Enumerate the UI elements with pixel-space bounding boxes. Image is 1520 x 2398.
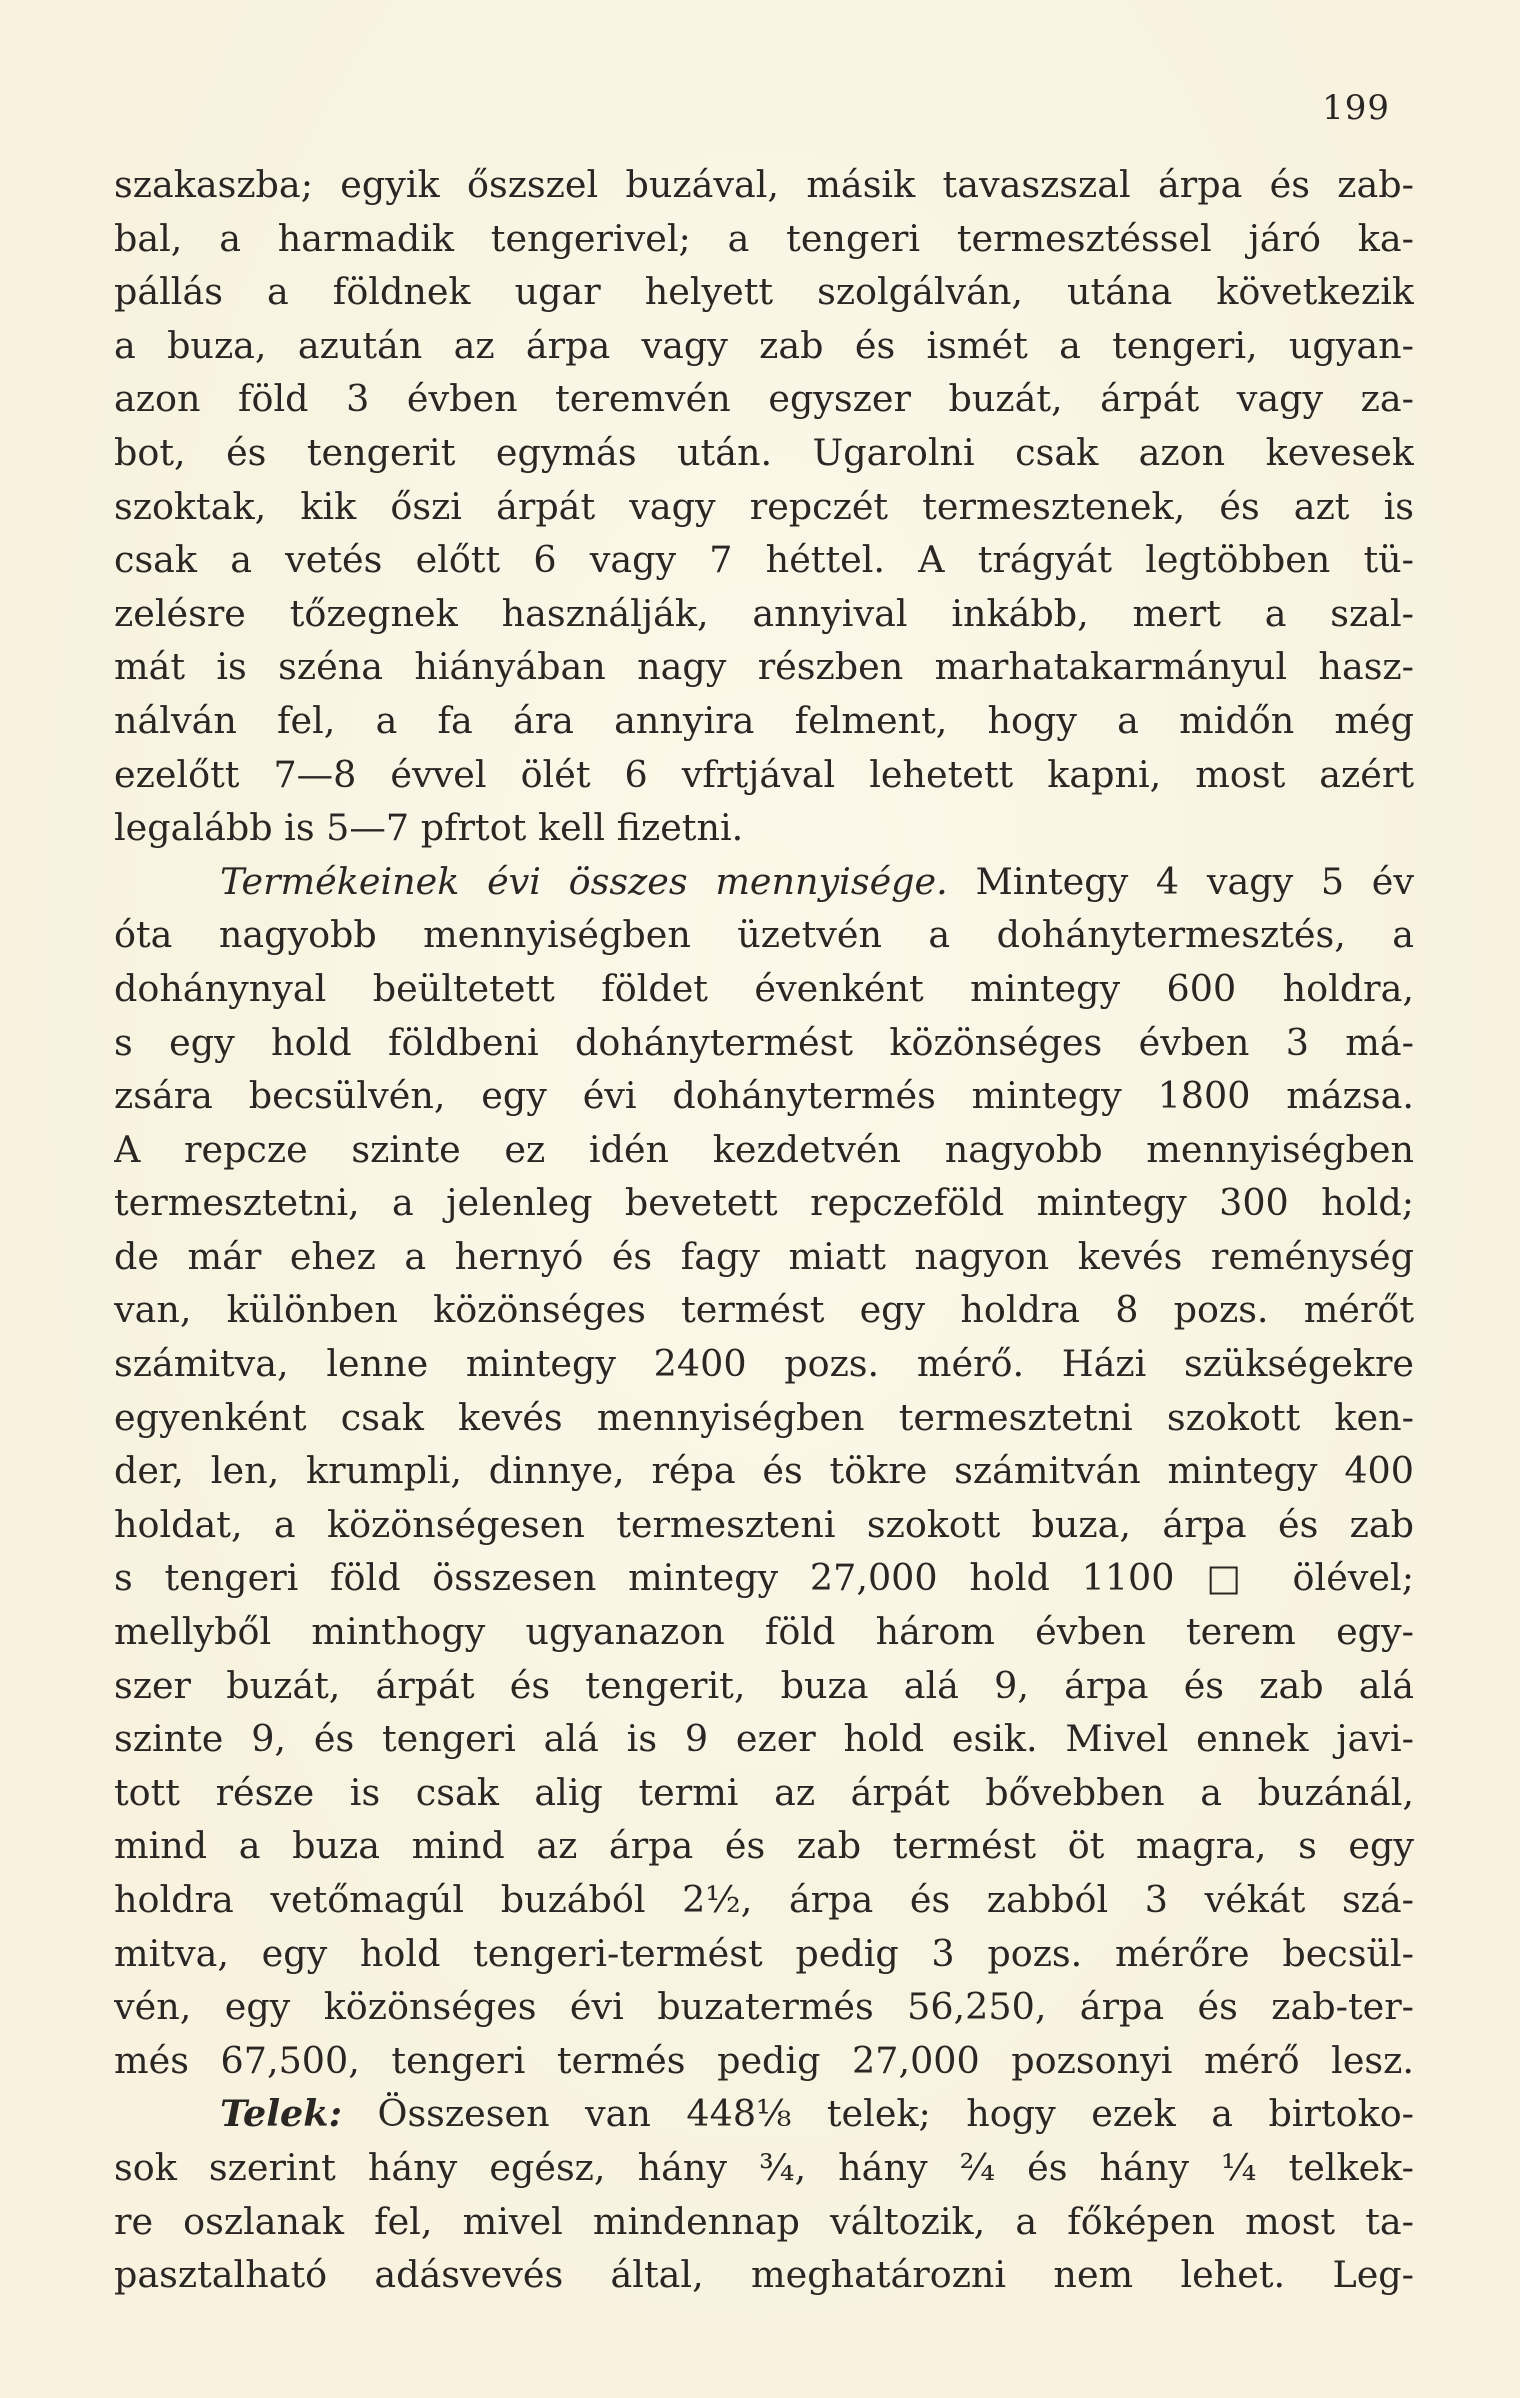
text-line: s tengeri föld összesen mintegy 27,000 hold 1100 □ ölével;	[114, 1556, 1414, 1600]
text-line: pasztalható adásvevés által, meghatározni nem lehet. Leg-	[114, 2253, 1414, 2297]
text-line: számitva, lenne mintegy 2400 pozs. mérő. Házi szükségekre	[114, 1342, 1414, 1386]
text-line: holdra vetőmagúl buzából 2½, árpa és zabból 3 vékát szá-	[114, 1878, 1414, 1921]
text-run: Összesen van 448⅛ telek; hogy ezek a birtoko-	[377, 2092, 1414, 2136]
text-line: holdat, a közönségesen termeszteni szokott buza, árpa és zab	[114, 1502, 1414, 1546]
text-line: van, különben közönséges termést egy holdra 8 pozs. mérőt	[114, 1288, 1414, 1332]
text-line: A repcze szinte ez idén kezdetvén nagyobb mennyiségben	[114, 1127, 1414, 1171]
text-line: óta nagyobb mennyiségben üzetvén a dohánytermesztés, a	[114, 913, 1414, 957]
section-heading: Termékeinek évi összes mennyisége.	[220, 859, 948, 903]
text-line: s egy hold földbeni dohánytermést közönséges évben 3 má-	[114, 1020, 1414, 1064]
text-line: sok szerint hány egész, hány ¾, hány ²⁄₄ és hány ¼ telkek-	[114, 2145, 1414, 2189]
text-line: mind a buza mind az árpa és zab termést öt magra, s egy	[114, 1824, 1414, 1868]
text-line: bot, és tengerit egymás után. Ugarolni csak azon kevesek	[114, 430, 1414, 474]
text-line: termesztetni, a jelenleg bevetett repczeföld mintegy 300 hold;	[114, 1181, 1414, 1225]
paragraph-first-line	[114, 855, 1414, 909]
text-line: de már ehez a hernyó és fagy miatt nagyon kevés reménység	[114, 1234, 1414, 1278]
text-line: bal, a harmadik tengerivel; a tengeri termesztéssel járó ka-	[114, 216, 1414, 260]
text-line: més 67,500, tengeri termés pedig 27,000 pozsonyi mérő lesz.	[114, 2038, 1414, 2082]
text-line: szakaszba; egyik őszszel buzával, másik tavaszszal árpa és zab-	[114, 163, 1414, 206]
text-line: csak a vetés előtt 6 vagy 7 héttel. A trágyát legtöbben tü-	[114, 538, 1414, 582]
text-line: a buza, azután az árpa vagy zab és ismét a tengeri, ugyan-	[114, 323, 1414, 367]
text-line: szoktak, kik őszi árpát vagy repczét termesztenek, és azt is	[114, 484, 1414, 528]
text-line: tott része is csak alig termi az árpát bővebben a buzánál,	[114, 1770, 1414, 1814]
text-line: zsára becsülvén, egy évi dohánytermés mintegy 1800 mázsa.	[114, 1074, 1414, 1118]
paragraph-first-line	[114, 2087, 1414, 2141]
text-line: azon föld 3 évben teremvén egyszer buzát, árpát vagy za-	[114, 377, 1414, 421]
page-number: 199	[1322, 88, 1390, 128]
text-line: szinte 9, és tengeri alá is 9 ezer hold esik. Mivel ennek javi-	[114, 1717, 1414, 1761]
text-line: re oszlanak fel, mivel mindennap változik, a főképen most ta-	[114, 2199, 1414, 2243]
body-text	[114, 158, 1414, 2302]
text-line: ezelőtt 7—8 évvel ölét 6 vfrtjával lehetett kapni, most azért	[114, 752, 1414, 796]
text-line: nálván fel, a fa ára annyira felment, hogy a midőn még	[114, 698, 1414, 742]
text-line: szer buzát, árpát és tengerit, buza alá 9, árpa és zab alá	[114, 1663, 1414, 1707]
text-line: vén, egy közönséges évi buzatermés 56,250, árpa és zab-ter-	[114, 1985, 1414, 2029]
text-line: legalább is 5—7 pfrtot kell fizetni.	[114, 806, 744, 850]
text-line: mát is széna hiányában nagy részben marhatakarmányul hasz-	[114, 645, 1414, 689]
text-line: mitva, egy hold tengeri-termést pedig 3 pozs. mérőre becsül-	[114, 1931, 1414, 1975]
text-line: zelésre tőzegnek használják, annyival inkább, mert a szal-	[114, 591, 1414, 635]
text-line: mellyből minthogy ugyanazon föld három évben terem egy-	[114, 1610, 1414, 1654]
text-line: dohánynyal beültetett földet évenként mintegy 600 holdra,	[114, 966, 1414, 1010]
text-line: egyenként csak kevés mennyiségben termesztetni szokott ken-	[114, 1395, 1414, 1439]
section-heading: Telek:	[220, 2092, 343, 2136]
text-line: der, len, krumpli, dinnye, répa és tökre számitván mintegy 400	[114, 1449, 1414, 1493]
text-run: Mintegy 4 vagy 5 év	[975, 859, 1414, 903]
text-line: pállás a földnek ugar helyett szolgálván, utána következik	[114, 270, 1414, 314]
